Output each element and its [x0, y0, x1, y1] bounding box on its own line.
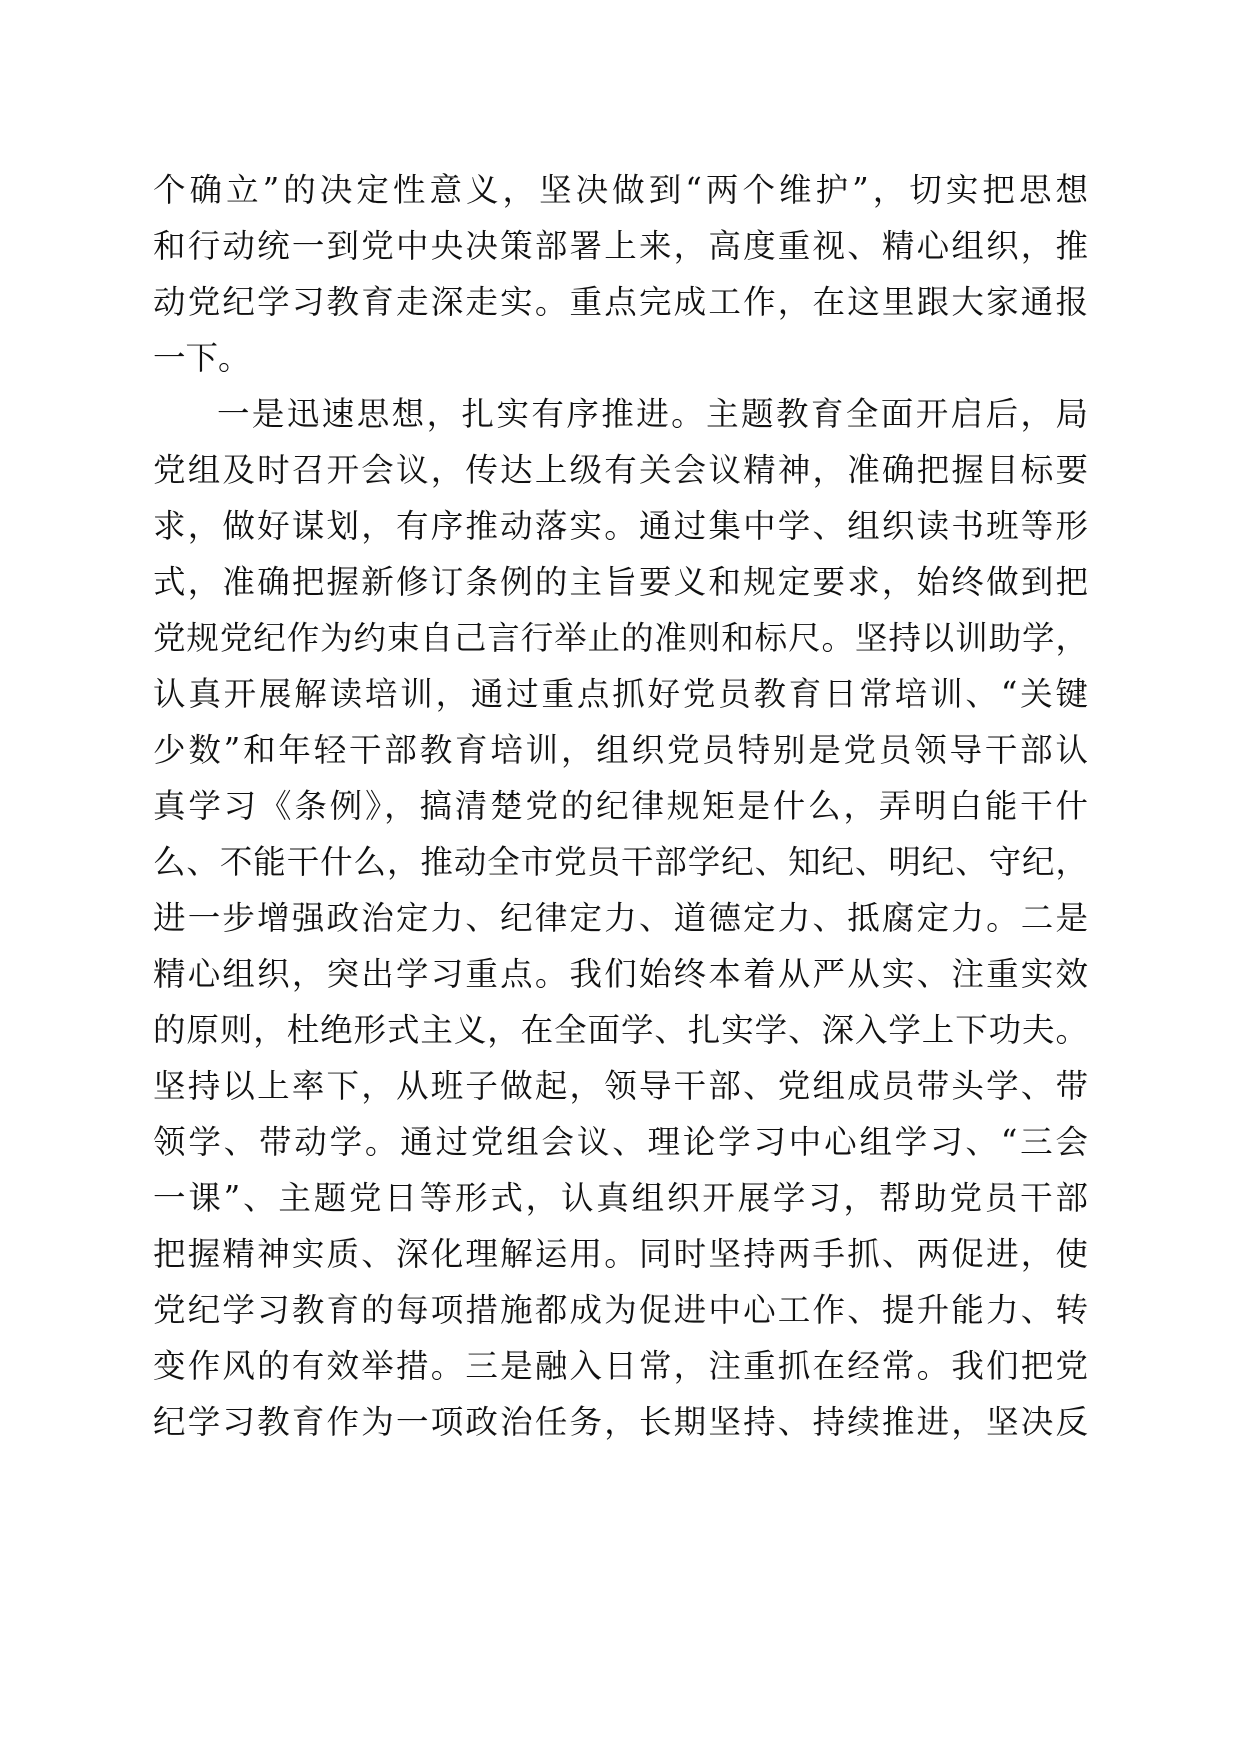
text-line: 么、不能干什么，推动全市党员干部学纪、知纪、明纪、守纪，	[153, 843, 1088, 881]
text-line: 一下。	[153, 339, 251, 377]
text-line: 的原则，杜绝形式主义，在全面学、扎实学、深入学上下功夫。	[153, 1011, 1088, 1049]
text-line: 把握精神实质、深化理解运用。同时坚持两手抓、两促进，使	[153, 1235, 1088, 1273]
text-line: 进一步增强政治定力、纪律定力、道德定力、抵腐定力。二是	[153, 899, 1088, 937]
text-line: 少数”和年轻干部教育培训，组织党员特别是党员领导干部认	[153, 731, 1088, 769]
text-line: 变作风的有效举措。三是融入日常，注重抓在经常。我们把党	[153, 1347, 1088, 1385]
text-line: 一课”、主题党日等形式，认真组织开展学习，帮助党员干部	[153, 1179, 1088, 1217]
text-line: 式，准确把握新修订条例的主旨要义和规定要求，始终做到把	[153, 563, 1088, 601]
text-line: 纪学习教育作为一项政治任务，长期坚持、持续推进，坚决反	[153, 1403, 1088, 1441]
text-line: 党规党纪作为约束自己言行举止的准则和标尺。坚持以训助学，	[153, 619, 1088, 657]
text-line: 和行动统一到党中央决策部署上来，高度重视、精心组织，推	[153, 227, 1088, 265]
document-body	[153, 162, 1088, 1450]
text-line: 求，做好谋划，有序推动落实。通过集中学、组织读书班等形	[153, 507, 1088, 545]
text-line: 个确立”的决定性意义，坚决做到“两个维护”，切实把思想	[153, 171, 1088, 209]
text-line: 坚持以上率下，从班子做起，领导干部、党组成员带头学、带	[153, 1067, 1088, 1105]
text-line: 认真开展解读培训，通过重点抓好党员教育日常培训、“关键	[153, 675, 1088, 713]
text-line: 精心组织，突出学习重点。我们始终本着从严从实、注重实效	[153, 955, 1088, 993]
text-line: 党纪学习教育的每项措施都成为促进中心工作、提升能力、转	[153, 1291, 1088, 1329]
text-line: 一是迅速思想，扎实有序推进。主题教育全面开启后，局	[217, 395, 1088, 433]
paragraph-1	[153, 162, 1088, 386]
text-line: 党组及时召开会议，传达上级有关会议精神，准确把握目标要	[153, 451, 1088, 489]
paragraph-2	[153, 386, 1088, 1450]
text-line: 动党纪学习教育走深走实。重点完成工作，在这里跟大家通报	[153, 283, 1088, 321]
text-line: 真学习《条例》，搞清楚党的纪律规矩是什么，弄明白能干什	[153, 787, 1088, 825]
text-line: 领学、带动学。通过党组会议、理论学习中心组学习、“三会	[153, 1123, 1088, 1161]
